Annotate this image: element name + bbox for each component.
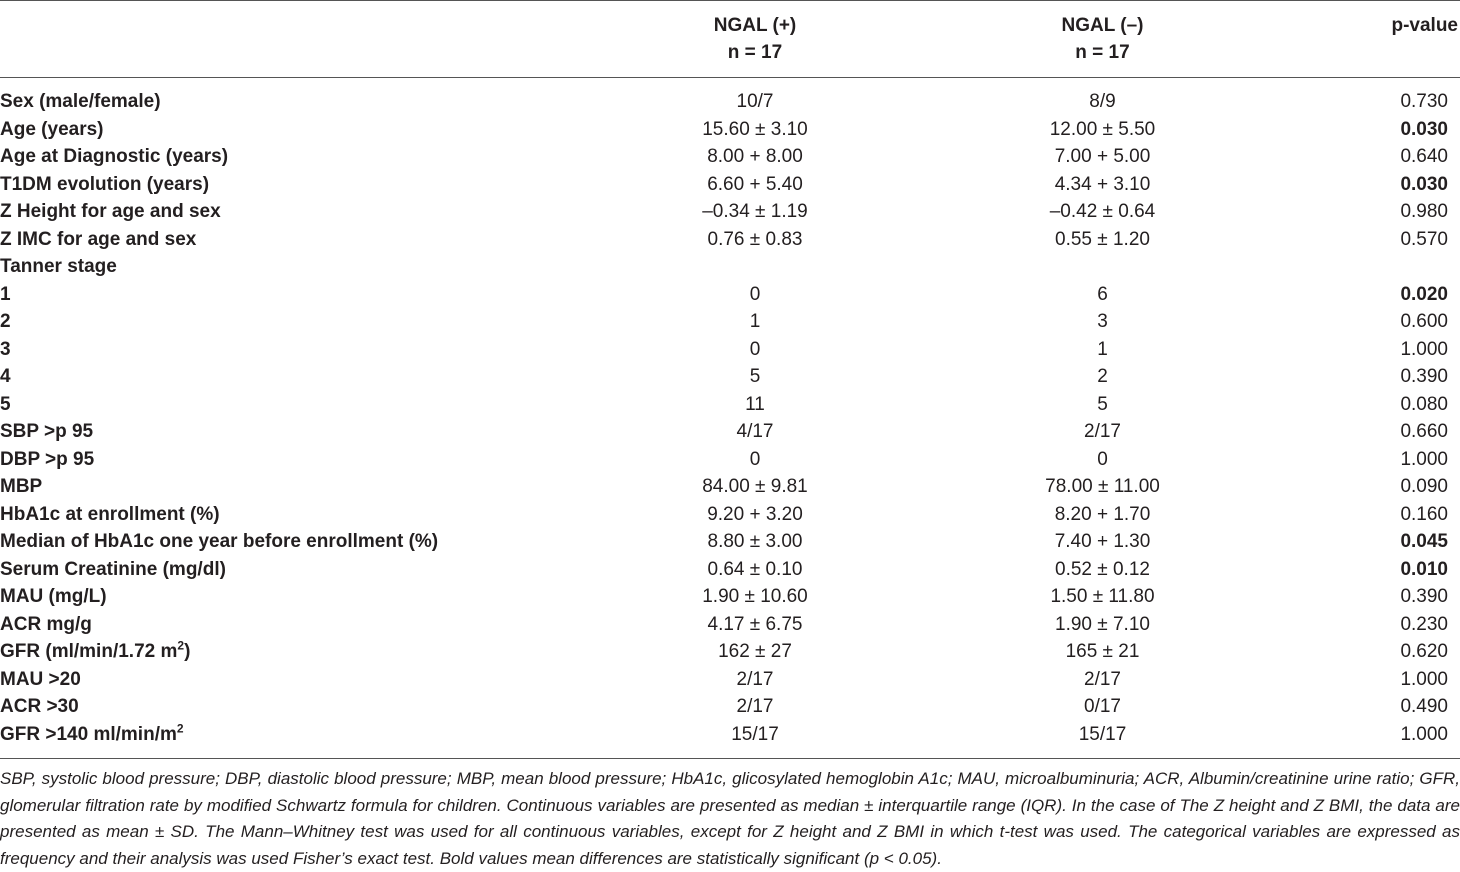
- cell-ngal-positive: 2/17: [736, 668, 774, 690]
- cell-p-value: 0.010: [1400, 558, 1448, 580]
- table-row: [0, 528, 1460, 556]
- row-label: [0, 666, 600, 694]
- cell-ngal-negative: 0.52 ± 0.12: [1055, 558, 1150, 580]
- header-ngal-negative-name: NGAL (–): [1061, 15, 1144, 36]
- header-ngal-positive-n: n = 17: [727, 42, 783, 63]
- bottom-rule: [0, 758, 1460, 759]
- cell-p-value: 0.660: [1400, 421, 1448, 442]
- row-label: [0, 446, 600, 474]
- row-label-text: HbA1c at enrollment (%): [0, 503, 220, 525]
- header-row: [0, 0, 1460, 79]
- cell-ngal-positive: 0: [749, 283, 761, 305]
- table-row: [0, 143, 1460, 171]
- row-label-text: Z IMC for age and sex: [0, 228, 197, 250]
- cell-ngal-positive: [600, 253, 910, 281]
- cell-p-value: 1.000: [1400, 668, 1448, 690]
- cell-ngal-negative: 15/17: [1078, 723, 1127, 745]
- table-row: [0, 253, 1460, 281]
- row-label: [0, 391, 600, 419]
- cell-ngal-positive: 6.60 + 5.40: [707, 173, 803, 195]
- cell-p-value: 0.080: [1400, 393, 1448, 415]
- table-row: [0, 198, 1460, 226]
- cell-ngal-negative: 78.00 ± 11.00: [1045, 476, 1160, 497]
- cell-p-value: 0.045: [1400, 531, 1448, 552]
- cell-p-value: 1.000: [1400, 723, 1448, 745]
- cell-ngal-positive: 2/17: [736, 696, 774, 717]
- row-label: [0, 143, 600, 171]
- row-label: [0, 116, 600, 144]
- header-ngal-positive-name: NGAL (+): [713, 15, 797, 36]
- cell-ngal-negative: 2: [1097, 366, 1108, 387]
- cell-ngal-negative: 0/17: [1084, 696, 1121, 717]
- table-footnote: SBP, systolic blood pressure; DBP, diastolic blood pressure; MBP, mean blood pressure; HbA1c, glicosylated hemoglobin A1c; MAU, microalbuminuria; ACR, Albumin/creatinine urine ratio; GFR, glomerular filtration rate by modified Schwartz formula for children. Continuous variables are presented as median ± interquartile range (IQR). In the case of The Z height and Z BMI, the data are presented as mean ± SD. The Mann–Whitney test was used for all continuous variables, except for Z height and Z BMI in which t-test was used. The categorical variables are expressed as frequency and their analysis was used Fisher’s exact test. Bold values mean differences are statistically significant (p < 0.05).: [0, 769, 1460, 868]
- row-label-text: Sex (male/female): [0, 91, 161, 112]
- cell-p-value: 0.230: [1400, 613, 1448, 635]
- row-label-text: Age (years): [0, 118, 104, 140]
- row-label-superscript: 2: [176, 721, 184, 736]
- table-row: [0, 116, 1460, 144]
- cell-ngal-positive: 4.17 ± 6.75: [707, 613, 803, 635]
- row-label-text: Serum Creatinine (mg/dl): [0, 558, 226, 580]
- cell-ngal-positive: 1.90 ± 10.60: [702, 586, 808, 607]
- cell-p-value: 0.730: [1400, 91, 1448, 112]
- row-label-text: MAU >20: [0, 668, 81, 690]
- row-label: [0, 721, 600, 749]
- cell-ngal-positive: 0.76 ± 0.83: [707, 228, 803, 250]
- cell-p-value: 0.620: [1400, 641, 1448, 662]
- cell-ngal-positive: –0.34 ± 1.19: [702, 201, 808, 222]
- cell-ngal-positive: 0: [749, 448, 761, 470]
- table-row: [0, 79, 1460, 116]
- cell-ngal-negative: [910, 253, 1295, 281]
- table-row: [0, 721, 1460, 749]
- cell-ngal-positive: 9.20 + 3.20: [707, 503, 803, 525]
- cell-p-value: 0.160: [1400, 503, 1448, 525]
- row-label-suffix: ): [184, 641, 191, 662]
- cell-ngal-negative: 3: [1097, 311, 1108, 332]
- cell-ngal-negative: 4.34 + 3.10: [1054, 173, 1151, 195]
- row-label: [0, 281, 600, 309]
- row-label: [0, 336, 600, 364]
- row-label: [0, 79, 600, 116]
- row-label-text: MBP: [0, 476, 43, 497]
- row-label-text: DBP >p 95: [0, 448, 95, 470]
- cell-p-value: 0.390: [1400, 366, 1448, 387]
- cell-p-value: 0.030: [1400, 173, 1448, 195]
- cell-ngal-negative: 12.00 ± 5.50: [1049, 118, 1156, 140]
- cell-p-value: 0.600: [1400, 311, 1448, 332]
- cell-ngal-positive: 8.80 ± 3.00: [707, 531, 803, 552]
- row-label-text: SBP >p 95: [0, 421, 94, 442]
- cell-ngal-negative: –0.42 ± 0.64: [1049, 201, 1156, 222]
- cell-ngal-negative: 1.90 ± 7.10: [1055, 613, 1150, 635]
- header-ngal-negative-n: n = 17: [1075, 42, 1130, 63]
- table-row: [0, 336, 1460, 364]
- cell-ngal-positive: 15/17: [731, 723, 779, 745]
- table-row: [0, 693, 1460, 721]
- cell-ngal-positive: 4/17: [736, 421, 774, 442]
- row-label: [0, 638, 600, 666]
- cell-ngal-positive: 11: [745, 393, 765, 415]
- cell-ngal-positive: 10/7: [736, 91, 774, 112]
- row-label-text: ACR >30: [0, 696, 79, 717]
- table-row: [0, 666, 1460, 694]
- row-label: [0, 308, 600, 336]
- cell-p-value: 1.000: [1400, 448, 1448, 470]
- row-label: [0, 611, 600, 639]
- table-row: [0, 611, 1460, 639]
- row-label: [0, 171, 600, 199]
- cell-ngal-negative: 0.55 ± 1.20: [1055, 228, 1150, 250]
- cell-ngal-negative: 8.20 + 1.70: [1054, 503, 1151, 525]
- row-label-text: Z Height for age and sex: [0, 201, 221, 222]
- row-label-text: MAU (mg/L): [0, 586, 107, 607]
- row-label-text: Age at Diagnostic (years): [0, 146, 229, 167]
- table-row: [0, 281, 1460, 309]
- table-row: [0, 473, 1460, 501]
- table-row: [0, 171, 1460, 199]
- cell-p-value: 0.090: [1400, 476, 1448, 497]
- table-row: [0, 226, 1460, 254]
- row-label: [0, 226, 600, 254]
- table-row: [0, 556, 1460, 584]
- cell-p-value: 0.490: [1400, 696, 1448, 717]
- cell-ngal-negative: 7.00 + 5.00: [1054, 146, 1151, 167]
- row-label-text: GFR >140 ml/min/m: [0, 723, 177, 745]
- cell-ngal-positive: 8.00 + 8.00: [707, 146, 803, 167]
- row-label-text: 2: [0, 311, 11, 332]
- table-row: [0, 501, 1460, 529]
- header-label: [0, 0, 600, 79]
- cell-p-value: 0.390: [1400, 586, 1448, 607]
- cell-ngal-negative: 5: [1097, 393, 1108, 415]
- cell-ngal-negative: 8/9: [1089, 91, 1116, 112]
- table-row: [0, 418, 1460, 446]
- row-label: [0, 363, 600, 391]
- cell-p-value: [1295, 253, 1460, 281]
- row-label-text: GFR (ml/min/1.72 m: [0, 641, 178, 662]
- cell-ngal-negative: 1: [1097, 338, 1108, 360]
- table-body: [0, 79, 1460, 748]
- cell-ngal-positive: 162 ± 27: [718, 641, 792, 662]
- cell-ngal-positive: 84.00 ± 9.81: [702, 476, 808, 497]
- cell-p-value: 0.980: [1400, 201, 1448, 222]
- row-label-text: 3: [0, 338, 11, 360]
- row-label-text: Tanner stage: [0, 256, 117, 277]
- row-label: [0, 528, 600, 556]
- cell-ngal-negative: 7.40 + 1.30: [1054, 531, 1151, 552]
- table-row: [0, 391, 1460, 419]
- row-label: [0, 418, 600, 446]
- cell-ngal-positive: 1: [749, 311, 761, 332]
- cell-ngal-negative: 2/17: [1084, 668, 1121, 690]
- table-row: [0, 363, 1460, 391]
- row-label: [0, 253, 600, 281]
- cell-ngal-positive: 5: [749, 366, 761, 387]
- cell-ngal-positive: 0: [749, 338, 761, 360]
- cell-p-value: 0.020: [1400, 283, 1448, 305]
- cell-p-value: 0.570: [1400, 228, 1448, 250]
- cell-ngal-positive: 0.64 ± 0.10: [707, 558, 803, 580]
- cell-ngal-negative: 6: [1097, 283, 1108, 305]
- header-ngal-negative: [910, 0, 1295, 79]
- row-label-text: 4: [0, 366, 11, 387]
- cell-p-value: 0.030: [1400, 118, 1448, 140]
- table-row: [0, 638, 1460, 666]
- table-row: [0, 446, 1460, 474]
- cell-ngal-positive: 15.60 ± 3.10: [702, 118, 808, 140]
- table-row: [0, 583, 1460, 611]
- row-label: [0, 693, 600, 721]
- row-label-text: 1: [0, 283, 11, 305]
- row-label: [0, 583, 600, 611]
- cell-ngal-negative: 1.50 ± 11.80: [1050, 586, 1155, 607]
- cell-ngal-negative: 165 ± 21: [1065, 641, 1140, 662]
- row-label-text: Median of HbA1c one year before enrollment (%): [0, 531, 439, 552]
- header-p-value: p-value: [1391, 15, 1458, 36]
- cell-p-value: 0.640: [1400, 146, 1448, 167]
- cell-ngal-negative: 2/17: [1084, 421, 1121, 442]
- header-ngal-positive: [600, 0, 910, 79]
- row-label: [0, 501, 600, 529]
- row-label-superscript: 2: [177, 638, 185, 653]
- cell-p-value: 1.000: [1400, 338, 1448, 360]
- row-label: [0, 198, 600, 226]
- row-label-text: ACR mg/g: [0, 613, 92, 635]
- table-row: [0, 308, 1460, 336]
- row-label: [0, 473, 600, 501]
- row-label-text: 5: [0, 393, 11, 415]
- row-label: [0, 556, 600, 584]
- cell-ngal-negative: 0: [1097, 448, 1108, 470]
- row-label-text: T1DM evolution (years): [0, 173, 210, 195]
